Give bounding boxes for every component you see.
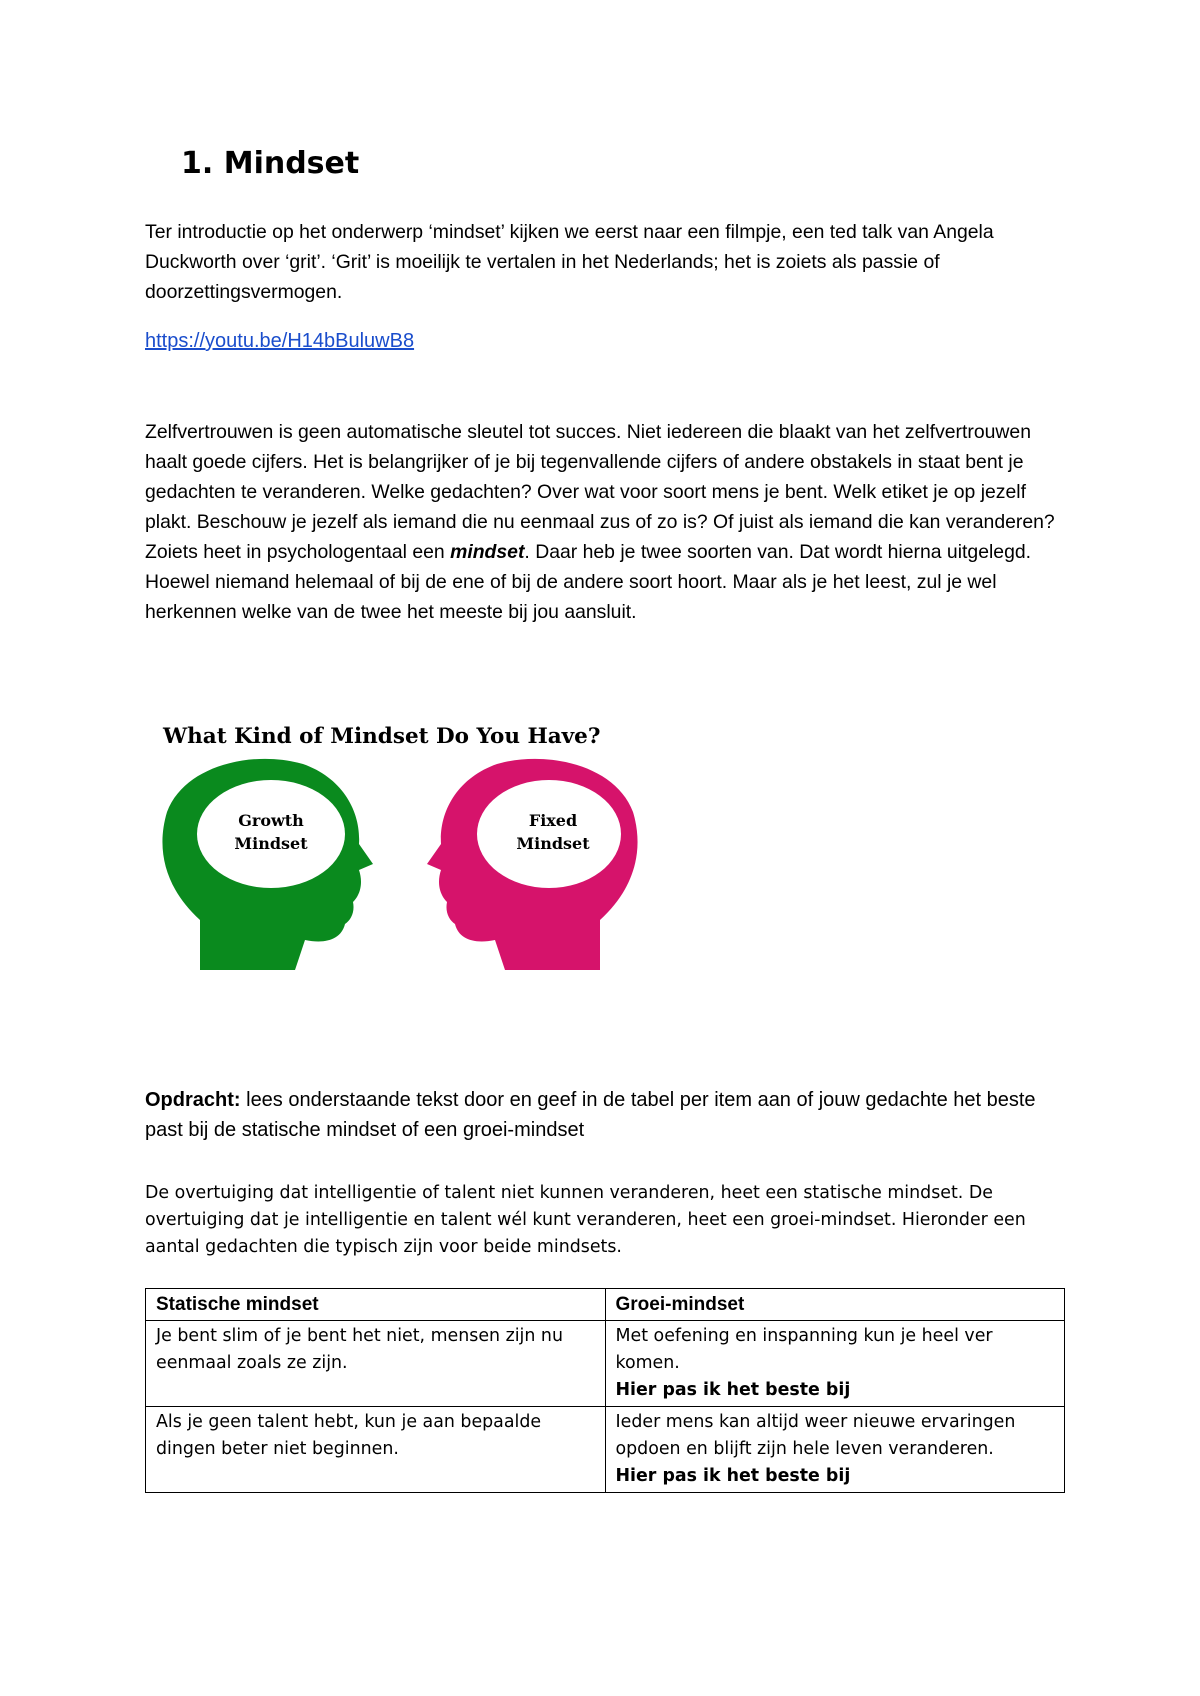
growth-thought-cell: [605, 1407, 1065, 1493]
explanation-paragraph: De overtuiging dat intelligentie of talent niet kunnen veranderen, heet een statische mindset. De overtuiging dat je intelligentie en talent wél kunt veranderen, heet een groei-mindset. Hieronder een aantal gedachten die typisch zijn voor beide mindsets.: [145, 1183, 1026, 1257]
assignment-paragraph: [145, 1085, 1075, 1145]
section-heading: 1. Mindset: [181, 146, 360, 181]
body-paragraph: [145, 417, 1075, 627]
growth-label-2: Mindset: [234, 834, 308, 853]
body-text-after: . Daar heb je twee soorten van. Dat wordt hierna uitgelegd. Hoewel niemand helemaal of bij de ene of bij de andere soort hoort. Maar als je het leest, zul je wel herkennen welke van de twee het meeste bij jou aansluit.: [145, 541, 1032, 623]
table-header-row: [146, 1289, 1065, 1321]
growth-thought-text: Met oefening en inspanning kun je heel ver komen.: [615, 1326, 993, 1373]
growth-thought-cell: [605, 1321, 1065, 1407]
choice-label[interactable]: Hier pas ik het beste bij: [615, 1380, 851, 1400]
body-text-before: Zelfvertrouwen is geen automatische sleutel tot succes. Niet iedereen die blaakt van het zelfvertrouwen haalt goede cijfers. Het is belangrijker of je bij tegenvallende cijfers of andere obstakels in staat bent je gedachten te veranderen. Welke gedachten? Over wat voor soort mens je bent. Welk etiket je op jezelf plakt. Beschouw je jezelf als iemand die nu eenmaal zus of zo is? Of juist als iemand die kan veranderen? Zoiets heet in psychologentaal een: [145, 421, 1055, 563]
assignment-label: Opdracht:: [145, 1089, 241, 1111]
mindset-table: [145, 1288, 1065, 1493]
mindset-term: mindset: [450, 541, 525, 563]
heads-graphic: [145, 712, 675, 972]
static-thought-cell: Als je geen talent hebt, kun je aan bepaalde dingen beter niet beginnen.: [146, 1407, 606, 1493]
static-thought-cell: Je bent slim of je bent het niet, mensen zijn nu eenmaal zoals ze zijn.: [146, 1321, 606, 1407]
intro-paragraph: Ter introductie op het onderwerp ‘mindset’ kijken we eerst naar een filmpje, een ted talk van Angela Duckworth over ‘grit’. ‘Grit’ is moeilijk te vertalen in het Nederlands; het is zoiets als passie of doorzettingsvermogen.: [145, 221, 994, 303]
youtube-link[interactable]: https://youtu.be/H14bBuluwB8: [145, 330, 415, 352]
table-row: [146, 1321, 1065, 1407]
header-static: Statische mindset: [146, 1289, 606, 1321]
mindset-illustration: [145, 712, 675, 972]
choice-label[interactable]: Hier pas ik het beste bij: [615, 1466, 851, 1486]
table-row: [146, 1407, 1065, 1493]
fixed-label-1: Fixed: [528, 811, 578, 830]
figure-title: What Kind of Mindset Do You Have?: [163, 724, 601, 749]
growth-thought-text: Ieder mens kan altijd weer nieuwe ervaringen opdoen en blijft zijn hele leven veranderen.: [615, 1412, 1016, 1459]
assignment-text: lees onderstaande tekst door en geef in de tabel per item aan of jouw gedachte het beste past bij de statische mindset of een groei-mindset: [145, 1089, 1036, 1141]
fixed-label-2: Mindset: [516, 834, 590, 853]
header-growth: Groei-mindset: [605, 1289, 1065, 1321]
growth-label-1: Growth: [238, 811, 304, 830]
